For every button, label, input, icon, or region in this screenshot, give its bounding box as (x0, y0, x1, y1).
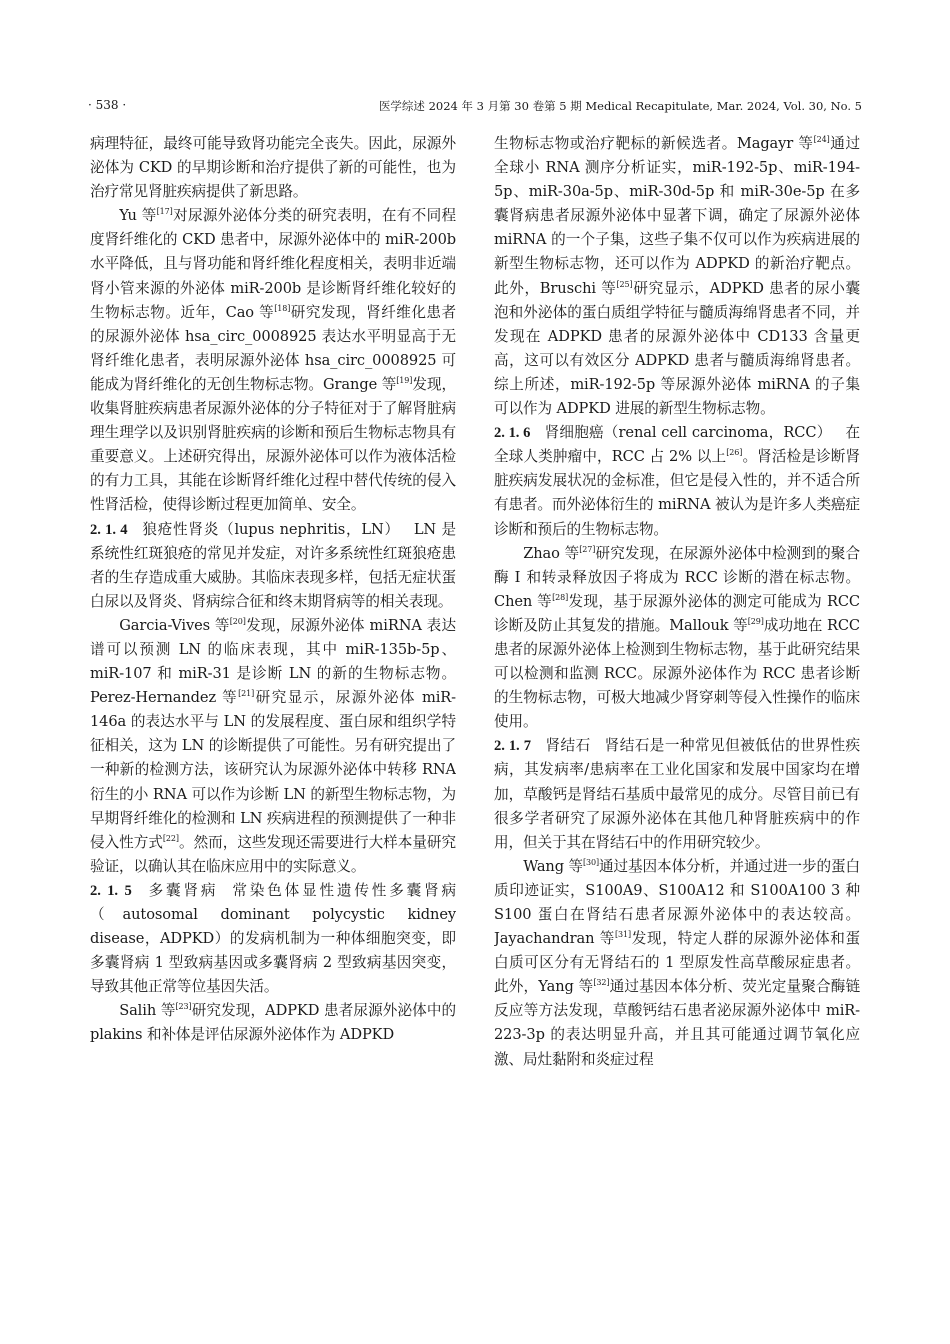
section-number: 2. 1. 5 (90, 882, 132, 899)
citation: [27] (579, 544, 596, 554)
left-column (90, 132, 456, 1312)
citation: [23] (175, 1002, 192, 1012)
page-header (88, 98, 862, 118)
section-2-1-6: 2. 1. 6 肾细胞癌（renal cell carcinoma，RCC） 在全球人类肿瘤中，RCC 占 2% 以上[26]。肾活检是诊断肾脏疾病发展状况的金标准，但它是侵入性的，并不适合所有患者。而外泌体衍生的 miRNA 被认为是许多人类癌症诊断和预后的生物标志物。 (494, 424, 860, 538)
section-title: 肾结石 (544, 737, 591, 755)
citation: [21] (238, 689, 255, 699)
paragraph: Garcia-Vives 等[20]发现，尿源外泌体 miRNA 表达谱可以预测 LN 的临床表现，其中 miR-135b-5p、miR-107 和 miR-31 是诊断 LN 的新的生物标志物。Perez-Hernandez 等[21]研究显示，尿源外泌体 miR-146a 的表达水平与 LN 的发展程度、蛋白尿和组织学特征相关，这为 LN 的诊断提供了可能性。另有研究提出了一种新的检测方法，该研究认为尿源外泌体中转移 RNA 衍生的小 RNA 可以作为诊断 LN 的新型生物标志物，为早期肾纤维化的检测和 LN 疾病进程的预测提供了一种非侵入性方式[22]。然而，这些发现还需要进行大样本量研究验证，以确认其在临床应用中的实际意义。 (90, 616, 456, 875)
citation: [25] (616, 279, 633, 289)
paragraph: Yu 等[17]对尿源外泌体分类的研究表明，在有不同程度肾纤维化的 CKD 患者中，尿源外泌体中的 miR-200b 水平降低，且与肾功能和肾纤维化程度相关，表明非近端肾小管来源的外泌体 miR-200b 是诊断肾纤维化较好的生物标志物。近年，Cao 等[18]研究发现，肾纤维化患者的尿源外泌体 hsa_circ_0008925 表达水平明显高于无肾纤维化患者，表明尿源外泌体 hsa_circ_0008925 可能成为肾纤维化的无创生物标志物。Grange 等[19]发现，收集肾脏疾病患者尿源外泌体的分子特征对于了解肾脏病理生理学以及识别肾脏疾病的诊断和预后生物标志物具有重要意义。上述研究得出，尿源外泌体可以作为液体活检的有力工具，其能在诊断肾纤维化过程中替代传统的侵入性肾活检，使得诊断过程更加简单、安全。 (90, 207, 456, 514)
journal-info: 医学综述 2024 年 3 月第 30 卷第 5 期 Medical Recapitulate, Mar. 2024, Vol. 30, No. 5 (378, 99, 862, 113)
section-2-1-4: 2. 1. 4 狼疮性肾炎（lupus nephritis，LN） LN 是系统性红斑狼疮的常见并发症，对许多系统性红斑狼疮患者的生存造成重大威胁。其临床表现多样，包括无症状蛋白尿以及肾炎、肾病综合征和终末期肾病等的相关表现。 (90, 520, 456, 610)
citation: [20] (229, 616, 246, 626)
paragraph: Wang 等[30]通过基因本体分析，并通过进一步的蛋白质印迹证实，S100A9、S100A12 和 S100A100 3 种 S100 蛋白在肾结石患者尿源外泌体中的表达较高。Jayachandran 等[31]发现，特定人群的尿源外泌体和蛋白质可区分有无肾结石的 1 型原发性高草酸尿症患者。此外，Yang 等[32]通过基因本体分析、荧光定量聚合酶链反应等方法发现，草酸钙结石患者泌尿源外泌体中 miR-223-3p 的表达明显升高，并且其可能通过调节氧化应激、局灶黏附和炎症过程 (494, 857, 860, 1068)
section-number: 2. 1. 6 (494, 425, 531, 442)
citation: [29] (747, 616, 764, 626)
citation: [30] (583, 857, 600, 867)
citation: [17] (156, 207, 173, 217)
citation: [22] (162, 833, 179, 843)
section-title: 肾细胞癌（renal cell carcinoma，RCC） (544, 424, 832, 442)
section-2-1-5: 2. 1. 5 多囊肾病 常染色体显性遗传性多囊肾病（autosomal dominant polycystic kidney disease，ADPKD）的发病机制为一种体细胞突变，即多囊肾病 1 型致病基因或多囊肾病 2 型致病基因突变，导致其他正常等位基因失活。 (90, 881, 456, 996)
paragraph: Salih 等[23]研究发现，ADPKD 患者尿源外泌体中的 plakins 和补体是评估尿源外泌体作为 ADPKD (90, 1002, 456, 1044)
page-number: · 538 · (88, 98, 127, 112)
citation: [19] (396, 375, 413, 385)
section-number: 2. 1. 7 (494, 738, 531, 755)
citation: [18] (274, 303, 291, 313)
right-column (494, 132, 860, 1312)
section-title: 狼疮性肾炎（lupus nephritis，LN） (141, 520, 400, 538)
citation: [32] (593, 978, 610, 988)
citation: [26] (726, 448, 743, 458)
paragraph: 病理特征，最终可能导致肾功能完全丧失。因此，尿源外泌体为 CKD 的早期诊断和治疗提供了新的可能性，也为治疗常见肾脏疾病提供了新思路。 (90, 135, 456, 201)
section-number: 2. 1. 4 (90, 521, 128, 538)
section-2-1-7: 2. 1. 7 肾结石 肾结石是一种常见但被低估的世界性疾病，其发病率/患病率在工业化国家和发展中国家均在增加，草酸钙是肾结石基质中最常见的成分。尽管目前已有很多学者研究了尿源外泌体在其他几种肾脏疾病中的作用，但关于其在肾结石中的作用研究较少。 (494, 737, 860, 851)
paragraph: Zhao 等[27]研究发现，在尿源外泌体中检测到的聚合酶 Ⅰ 和转录释放因子将成为 RCC 诊断的潜在标志物。Chen 等[28]发现，基于尿源外泌体的测定可能成为 RCC 诊断及防止其复发的措施。Mallouk 等[29]成功地在 RCC 患者的尿源外泌体上检测到生物标志物，基于此研究结果可以检测和监测 RCC。尿源外泌体作为 RCC 患者诊断的生物标志物，可极大地减少肾穿刺等侵入性操作的临床使用。 (494, 544, 860, 731)
citation: [28] (552, 592, 569, 602)
citation: [31] (614, 930, 631, 940)
section-title: 多囊肾病 (145, 881, 219, 899)
paragraph: 生物标志物或治疗靶标的新候选者。Magayr 等[24]通过全球小 RNA 测序分析证实，miR-192-5p、miR-194-5p、miR-30a-5p、miR-30d-5p 和 miR-30e-5p 在多囊肾病患者尿源外泌体中显著下调，确定了尿源外泌体 miRNA 的一个子集，这些子集不仅可以作为疾病进展的新型生物标志物，还可以作为 ADPKD 的新治疗靶点。此外，Bruschi 等[25]研究显示，ADPKD 患者的尿小囊泡和外泌体的蛋白质组学特征与髓质海绵肾患者不同，并发现在 ADPKD 患者的尿源外泌体中 CD133 含量更高，这可以有效区分 ADPKD 患者与髓质海绵肾患者。综上所述，miR-192-5p 等尿源外泌体 miRNA 的子集可以作为 ADPKD 进展的新型生物标志物。 (494, 135, 860, 418)
citation: [24] (813, 135, 830, 144)
